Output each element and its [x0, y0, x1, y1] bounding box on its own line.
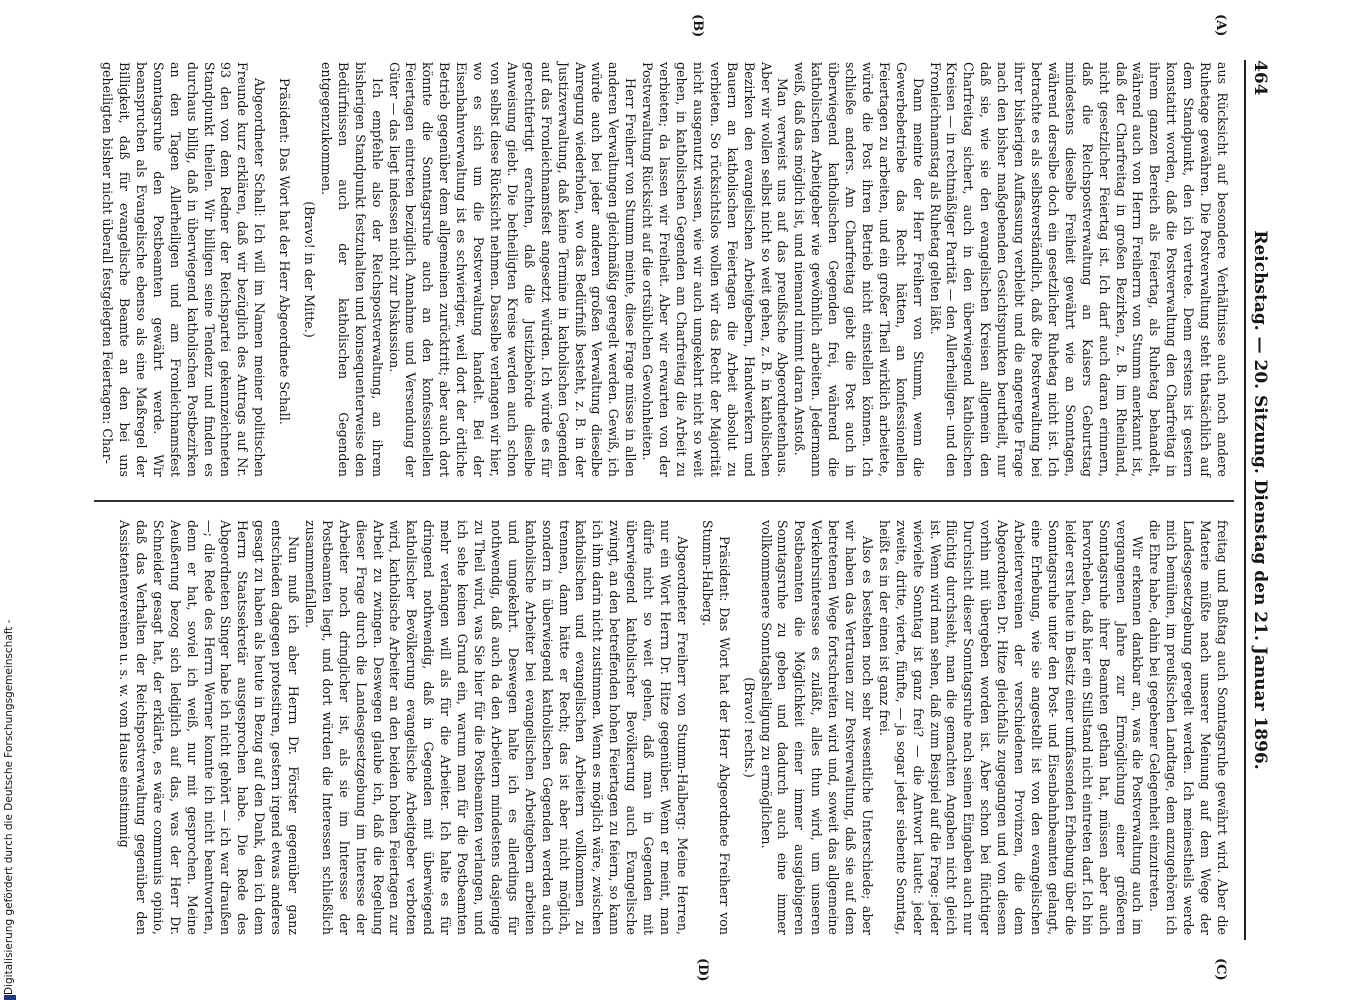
left-column: [98, 62, 1230, 477]
applause-note: (Bravo! rechts.): [741, 677, 757, 778]
paragraph: aus Rücksicht auf besondere Verhältnisse auch noch andere Ruhetage gewähren. Die Postverwaltung steht thatsächlich auf dem Standpunkt, den ich vertrete. Denn erstens ist gestern konstatirt worden, daß die Postverwaltung den Charfreitag in ihrem ganzen Bereich als Feiertag, als Ruhetag behandelt, während auch von Herrn Freiherrn von Stumm anerkannt ist, daß der Charfreitag in großen Bezirken, z. B. im Rheinland, nicht gesetzlicher Feiertag ist. Ich darf auch daran erinnern, daß die Reichspostverwaltung an Kaisers Geburtstag mindestens dieselbe Freiheit gewährt wie an Sonntagen, während derselbe doch ein gesetzlicher Ruhetag nicht ist. Ich betrachte es als selbstverständlich, daß die Postverwaltung bei ihrer bisherigen Auffassung verbleibt und die angeregte Frage nach den bisher maßgebenden Gesichtspunkten beurtheilt, nur daß sie, wie sie den evangelischen Kreisen allgemein den Charfreitag sichert, auch in den überwiegend katholischen Kreisen — in rechtmäßiger Parität — den Allerheiligen- und den Fronleichnamstag als Ruhetag gelten läßt.: [927, 62, 1230, 477]
digitization-credit: [2, 545, 18, 995]
applause-note: (Bravo! in der Mitte.): [302, 201, 318, 338]
column-divider: [94, 500, 1234, 502]
page-title: Reichstag. — 20. Sitzung. Dienstag den 21. Januar 1896.: [1250, 230, 1270, 770]
paragraph: freitag und Bußtag auch Sonntagsruhe gewährt wird. Aber die Materie müßte nach unserer Meinung auf dem Wege der Landesgesetzgebung geregelt werden. Ich meinestheils werde mich bemühen, im preußischen Landtage, dem anzugehören ich die Ehre habe, dahin bei gegebener Gelegenheit einzutreten.: [1147, 520, 1230, 935]
paragraph: Abgeordneter Schall: Ich will im Namen meiner politischen Freunde kurz erklären, daß wir bezüglich des Antrags auf Nr. 93 den von dem Redner der Reichspartei gekennzeichneten Standpunkt theilen. Wir billigen seine Tendenz und finden es durchaus billig, daß in überwiegend katholischen Postbezirken an den Tagen Allerheiligen und am Fronleichnamsfest Sonntagsruhe den Postbeamten gewährt werde. Wir beanspruchen als Evangelische ebenso als eine Maßregel der Billigkeit, daß für evangelische Beamte an den bei uns geheiligten bisher nicht überall festgelegten Feiertagen: Char-: [100, 62, 268, 477]
credit-text: Digitalisierung gefördert durch die Deutsche Forschungsgemeinschaft -: [3, 619, 15, 995]
margin-letter-a: (A): [1213, 14, 1228, 37]
president-remark: Präsident: Das Wort hat der Herr Abgeordnete Schall.: [277, 78, 293, 425]
paragraph: Ich empfehle also der Reichspostverwaltung, an ihrem bisherigen Standpunkt festzuhalten und konsequenterweise den Bedürfnissen auch der katholischen Gegenden entgegenzukommen.: [318, 62, 385, 477]
paragraph: Nun muß ich aber Herrn Dr. Förster gegenüber ganz entschieden dagegen protestiren, gestern irgend etwas anderes gesagt zu haben als heute in Bezug auf den Dank, den ich dem Herrn Staatssekretär ausgesprochen habe. Die Rede des Abgeordneten Singer habe ich nicht gehört — ich war draußen —; die Rede des Herrn Werner konnte ich nicht beantworten, denn er hat, soviel ich weiß, nur mit gesprochen. Meine Aeußerung bezog sich lediglich auf das, was der Herr Dr. Schneider gesagt hat, der erklärte, es wäre communis opinio, daß das Verhalten der Reichspostverwaltung gegenüber den Assistentenvereinen u. s. w. vom Hause einstimmig: [117, 520, 302, 935]
margin-letter-b: (B): [690, 14, 705, 38]
paragraph: Abgeordneter Freiherr von Stumm-Halberg: Meine Herren, nur ein Wort Herrn Dr. Hitze gegenüber. Wenn er meint, man dürfe nicht so weit gehen, daß man in Gegenden mit überwiegend katholischer Bevölkerung auch Evangelische zwingt, an den betreffenden hohen Feiertagen zu feiern, so kann ich ihm darin nicht zustimmen. Wenn es möglich wäre, zwischen katholischen und evangelischen Arbeitern vollkommen zu trennen, dann hätte er Recht; das ist aber nicht möglich, sondern in überwiegend katholischen Gegenden werden auch katholische Arbeiter bei evangelischen Arbeitgebern arbeiten und umgekehrt. Deswegen halte ich es allerdings für nothwendig, daß auch da den Arbeitern mindestens dasjenige zu Theil wird, was Sie hier für die Postbeamten verlangen, und ich sehe keinen Grund ein, warum man für die Postbeamten mehr verlangen will als für die Arbeiter. Ich halte es für dringend nothwendig, daß in Gegenden mit überwiegend katholischer Bevölkerung evangelische Arbeitgeber verboten wird, katholische Arbeiter an den beiden hohen Feiertagen zur Arbeit zu zwingen. Deswegen glaube ich, daß die Regelung dieser Frage durch die Landesgesetzgebung im Interesse der Arbeiter noch dringlicher ist, als sie im Interesse der Postbeamten liegt, und dort würden die Interessen schließlich zusammenfallen.: [302, 520, 690, 935]
margin-letter-c: (C): [1213, 958, 1228, 981]
paragraph: Also es bestehen noch sehr wesentliche Unterschiede; aber wir haben das Vertrauen zur Postverwaltung, daß sie auf dem betretenen Wege fortschreiten wird und, soweit das allgemeine Verkehrsinteresse es zuläßt, alles thun wird, um unseren Postbeamten die Möglichkeit einer immer ausgiebigeren Sonntagsruhe zu geben und dadurch auch eine immer vollkommenere Sonntagsheiligung zu ermöglichen.: [758, 520, 875, 935]
right-column: [115, 520, 1230, 935]
document-page: [20, 0, 1290, 1000]
paragraph: Dann meinte der Herr Freiherr von Stumm, wenn die Gewerbebetriebe das Recht hätten, an konfessionellen Feiertagen zu arbeiten, und ein großer Theil wirklich arbeitete, würde die Post ihren Betrieb nicht einstellen können. Ich schließe anders. Am Charfreitag giebt die Post auch in überwiegend katholischen Gegenden frei, während die katholischen Arbeitgeber wie gewöhnlich arbeiten. Jedermann weiß, daß das möglich ist, und niemand nimmt daran Anstoß.: [792, 62, 926, 477]
page-header: [1244, 60, 1272, 940]
page-number: 464: [1250, 60, 1270, 96]
dfg-logo-icon: [4, 995, 16, 1000]
paragraph: Wir erkennen dankbar an, was die Postverwaltung auch im vergangenen Jahre zur Ermöglichung einer größeren Sonntagsruhe ihrer Beamten gethan hat, müssen aber auch hervorheben, daß hier ein Stillstand nicht eintreten darf. Ich bin leider erst heute in Besitz einer umfassenden Erhebung über die Sonntagsruhe unter den Post- und Eisenbahnbeamten gelangt, eine Erhebung, wie sie angestellt ist von den evangelischen Arbeitervereinen der verschiedenen Provinzen, die dem Abgeordneten Dr. Hitze gleichfalls zugegangen und von diesem vorhin mit übergeben worden ist. Aber schon bei flüchtiger Durchsicht dieser Sonntagsruhe nach seinen Eingaben auch nur flüchtig durchsieht, man die gemachten Angaben nicht gleich ist. Wenn wird man sehen, daß zum Beispiel auf die Frage: jeder wievielte Sonntag ist ganz frei? — die Antwort lautet: jeder zweite, dritte, vierte, fünfte, — ja sogar jeder siebente Sonntag, heißt es in der einen ist ganz frei.: [876, 520, 1146, 936]
paragraph: Herr Freiherr von Stumm meinte, diese Frage müsse in allen anderen Verwaltungen gleichmäßig geregelt werden. Gewiß, ich würde auch bei jeder anderen großen Verwaltung dieselbe Anregung wiederholen, wo das Bedürfniß besteht, z. B. in der Justizverwaltung, daß keine Termine in katholischen Gegenden auf das Fronleichnamsfest angesetzt würden. Ich würde es für gerechtfertigt erachten, daß die Justizbehörde dieselbe Anweisung giebt. Die betheiligten Kreise werden auch schon von selbst diese Rücksicht nehmen. Dasselbe verlangen wir hier, wo es sich um die Postverwaltung handelt. Bei der Eisenbahnverwaltung ist es schwieriger, weil dort der örtliche Betrieb gegenüber dem allgemeinen zurücktritt; aber auch dort könnte die Sonntagsruhe auch an den konfessionellen Feiertagen eintreten bezüglich Annahme und Versendung der Güter — das liegt indessen nicht zur Diskussion.: [386, 62, 639, 477]
president-remark: Präsident: Das Wort hat der Herr Abgeordnete Freiherr von Stumm-Halberg.: [699, 520, 732, 935]
paragraph: Man verweist uns auf das preußische Abgeordnetenhaus. Aber wir wollen selbst nicht so weit gehen, z. B. in katholischen Bezirken den evangelischen Arbeitgebern, Handwerkern und Bauern an katholischen Feiertagen die Arbeit absolut zu verbieten. So rücksichtslos wollen wir das Recht der Majorität nicht ausgenutzt wissen, wie wir auch umgekehrt nicht so weit gehen, in katholischen Gegenden am Charfreitag die Arbeit zu verbieten; da lassen wir Freiheit. Aber wir erwarten von der Postverwaltung Rücksicht auf die ortsüblichen Gewohnheiten.: [640, 62, 791, 477]
margin-letter-d: (D): [695, 958, 710, 982]
